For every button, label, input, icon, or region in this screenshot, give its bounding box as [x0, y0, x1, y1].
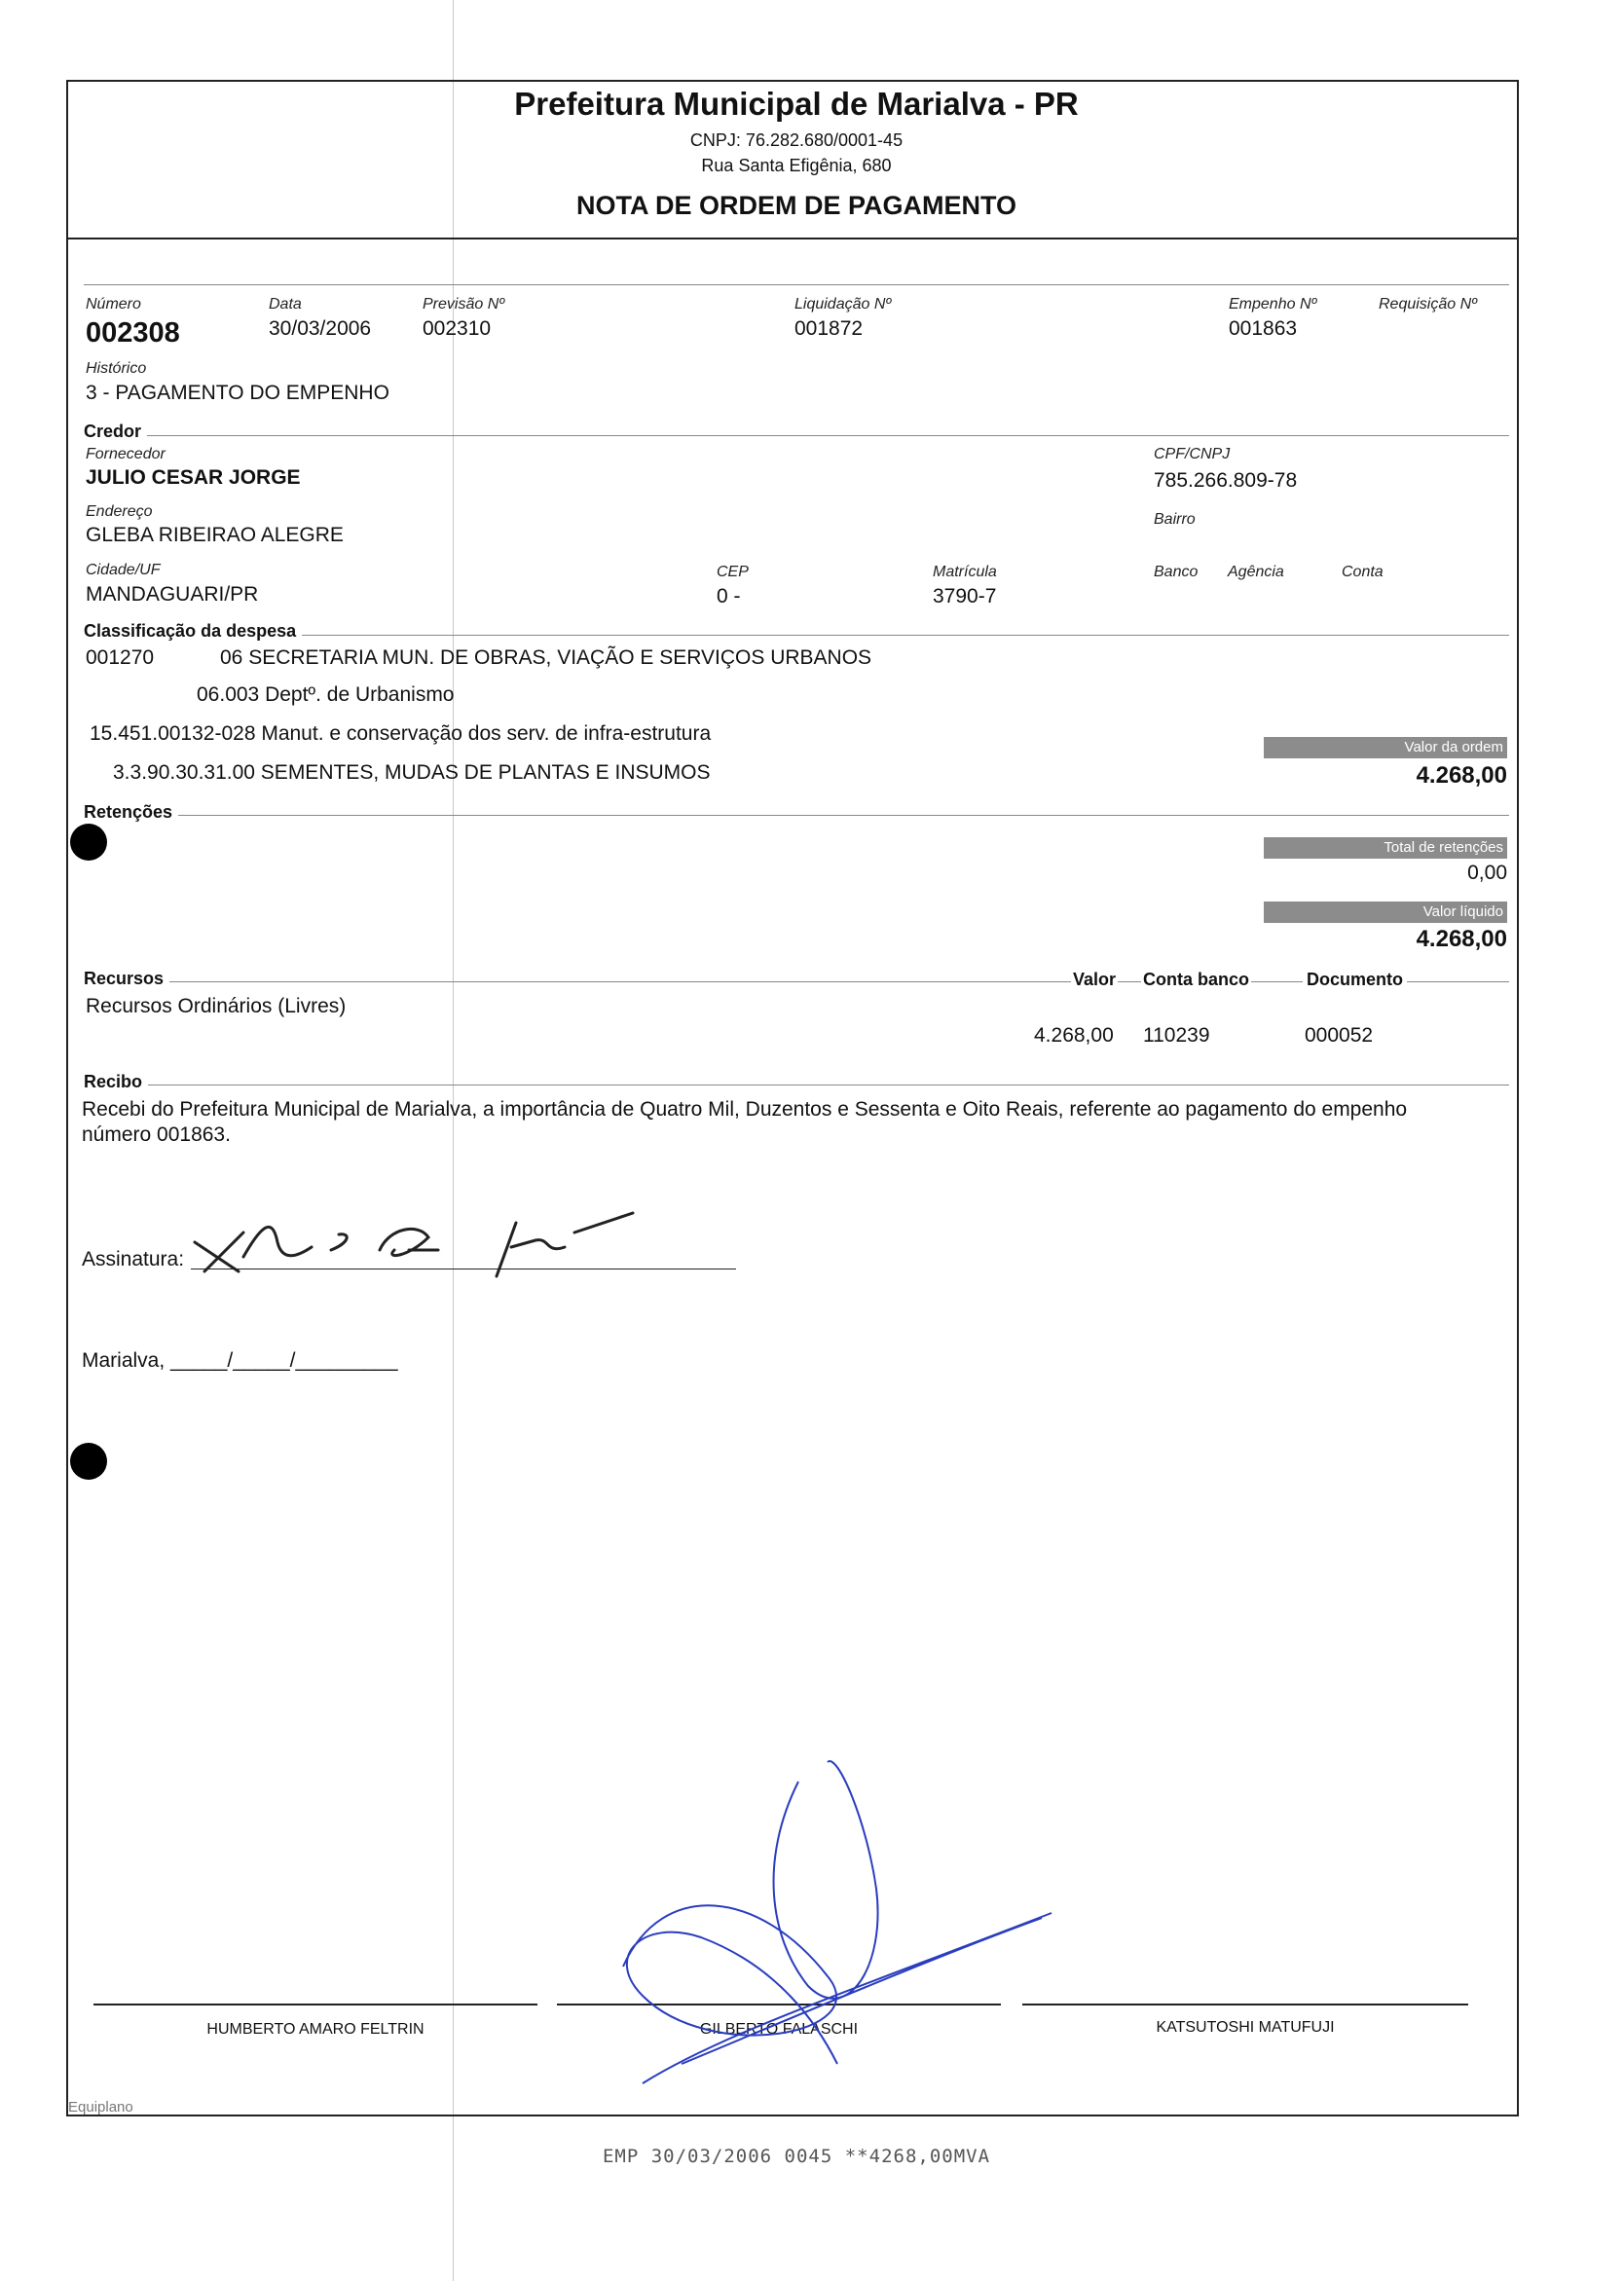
credor-rule	[84, 435, 1509, 436]
valor-ordem-label: Valor da ordem	[1264, 737, 1507, 758]
agencia-label: Agência	[1228, 564, 1284, 580]
classificacao-funcional: 15.451.00132-028 Manut. e conservação dos serv. de infra-estrutura	[90, 722, 712, 745]
signature-line-right	[1022, 2004, 1468, 2005]
mechanical-stamp: EMP 30/03/2006 0045 **4268,00MVA	[602, 2146, 991, 2167]
recursos-conta-label: Conta banco	[1143, 970, 1250, 989]
cep-label: CEP	[717, 564, 749, 580]
conta-label: Conta	[1342, 564, 1384, 580]
data-value: 30/03/2006	[269, 317, 372, 340]
valor-liquido-value: 4.268,00	[1416, 926, 1507, 952]
signatory-left: HUMBERTO AMARO FELTRIN	[206, 2021, 424, 2038]
classificacao-orgao: 06 SECRETARIA MUN. DE OBRAS, VIAÇÃO E SERVIÇOS URBANOS	[220, 646, 872, 669]
recursos-documento-label: Documento	[1303, 970, 1407, 990]
fornecedor-label: Fornecedor	[86, 446, 166, 462]
retencoes-rule	[84, 815, 1509, 816]
municipality-title: Prefeitura Municipal de Marialva - PR	[514, 86, 1079, 122]
matricula-value: 3790-7	[933, 585, 997, 607]
matricula-label: Matrícula	[933, 564, 997, 580]
valor-liquido-label: Valor líquido	[1264, 901, 1507, 923]
endereco-value: GLEBA RIBEIRAO ALEGRE	[86, 524, 344, 546]
credor-heading: Credor	[84, 422, 147, 442]
total-retencoes-label: Total de retenções	[1264, 837, 1507, 859]
previsao-label: Previsão Nº	[423, 296, 505, 313]
cidade-value: MANDAGUARI/PR	[86, 583, 259, 606]
cnpj-text: CNPJ: 76.282.680/0001-45	[689, 130, 904, 150]
liquidacao-value: 001872	[794, 317, 864, 340]
historico-label: Histórico	[86, 360, 147, 377]
historico-value: 3 - PAGAMENTO DO EMPENHO	[86, 382, 389, 404]
fornecedor-value: JULIO CESAR JORGE	[86, 466, 301, 489]
header-divider	[66, 238, 1519, 239]
retencoes-heading: Retenções	[84, 802, 178, 823]
document-title: NOTA DE ORDEM DE PAGAMENTO	[575, 191, 1016, 220]
numero-value: 002308	[86, 317, 180, 349]
assinatura-label: Assinatura:	[82, 1248, 185, 1270]
classificacao-elemento: 3.3.90.30.31.00 SEMENTES, MUDAS DE PLANTAS E INSUMOS	[113, 761, 711, 784]
cpf-label: CPF/CNPJ	[1154, 446, 1231, 462]
recibo-heading: Recibo	[84, 1072, 148, 1092]
recibo-text-line2: número 001863.	[82, 1123, 231, 1146]
local-data-line: Marialva, _____/_____/_________	[82, 1349, 398, 1372]
cep-value: 0 -	[717, 585, 741, 607]
valor-ordem-value: 4.268,00	[1416, 762, 1507, 789]
punch-hole-top	[70, 824, 107, 861]
creditor-signature	[185, 1203, 652, 1281]
cidade-label: Cidade/UF	[86, 562, 161, 578]
recursos-heading: Recursos	[84, 969, 169, 989]
empenho-label: Empenho Nº	[1229, 296, 1317, 313]
recursos-documento: 000052	[1305, 1024, 1374, 1047]
ids-top-rule	[84, 284, 1509, 285]
software-credit: Equiplano	[68, 2099, 133, 2115]
signatory-right: KATSUTOSHI MATUFUJI	[1156, 2019, 1335, 2036]
liquidacao-label: Liquidação Nº	[794, 296, 892, 313]
recursos-valor-label: Valor	[1073, 970, 1117, 989]
address-text: Rua Santa Efigênia, 680	[701, 156, 892, 175]
total-retencoes-value: 0,00	[1467, 862, 1507, 884]
official-signature	[584, 1743, 1071, 2093]
endereco-label: Endereço	[86, 503, 153, 520]
previsao-value: 002310	[423, 317, 492, 340]
numero-label: Número	[86, 296, 141, 313]
recursos-fonte: Recursos Ordinários (Livres)	[86, 995, 347, 1017]
bairro-label: Bairro	[1154, 511, 1196, 528]
classificacao-heading: Classificação da despesa	[84, 621, 302, 642]
signatory-center: GILBERTO FALASCHI	[699, 2021, 859, 2038]
banco-label: Banco	[1154, 564, 1199, 580]
recibo-text-line1: Recebi do Prefeitura Municipal de Marialva, a importância de Quatro Mil, Duzentos e Sessenta e Oito Reais, referente ao pagamento do empenho	[82, 1098, 1408, 1121]
recursos-rule	[84, 981, 1509, 982]
cpf-value: 785.266.809-78	[1154, 469, 1298, 492]
classificacao-code: 001270	[86, 646, 155, 669]
recursos-valor: 4.268,00	[1034, 1024, 1114, 1047]
data-label: Data	[269, 296, 302, 313]
punch-hole-bottom	[70, 1443, 107, 1480]
classificacao-unidade: 06.003 Deptº. de Urbanismo	[197, 683, 455, 706]
requisicao-label: Requisição Nº	[1379, 296, 1477, 313]
signature-line-left	[93, 2004, 537, 2005]
recursos-conta: 110239	[1143, 1024, 1210, 1047]
empenho-value: 001863	[1229, 317, 1298, 340]
